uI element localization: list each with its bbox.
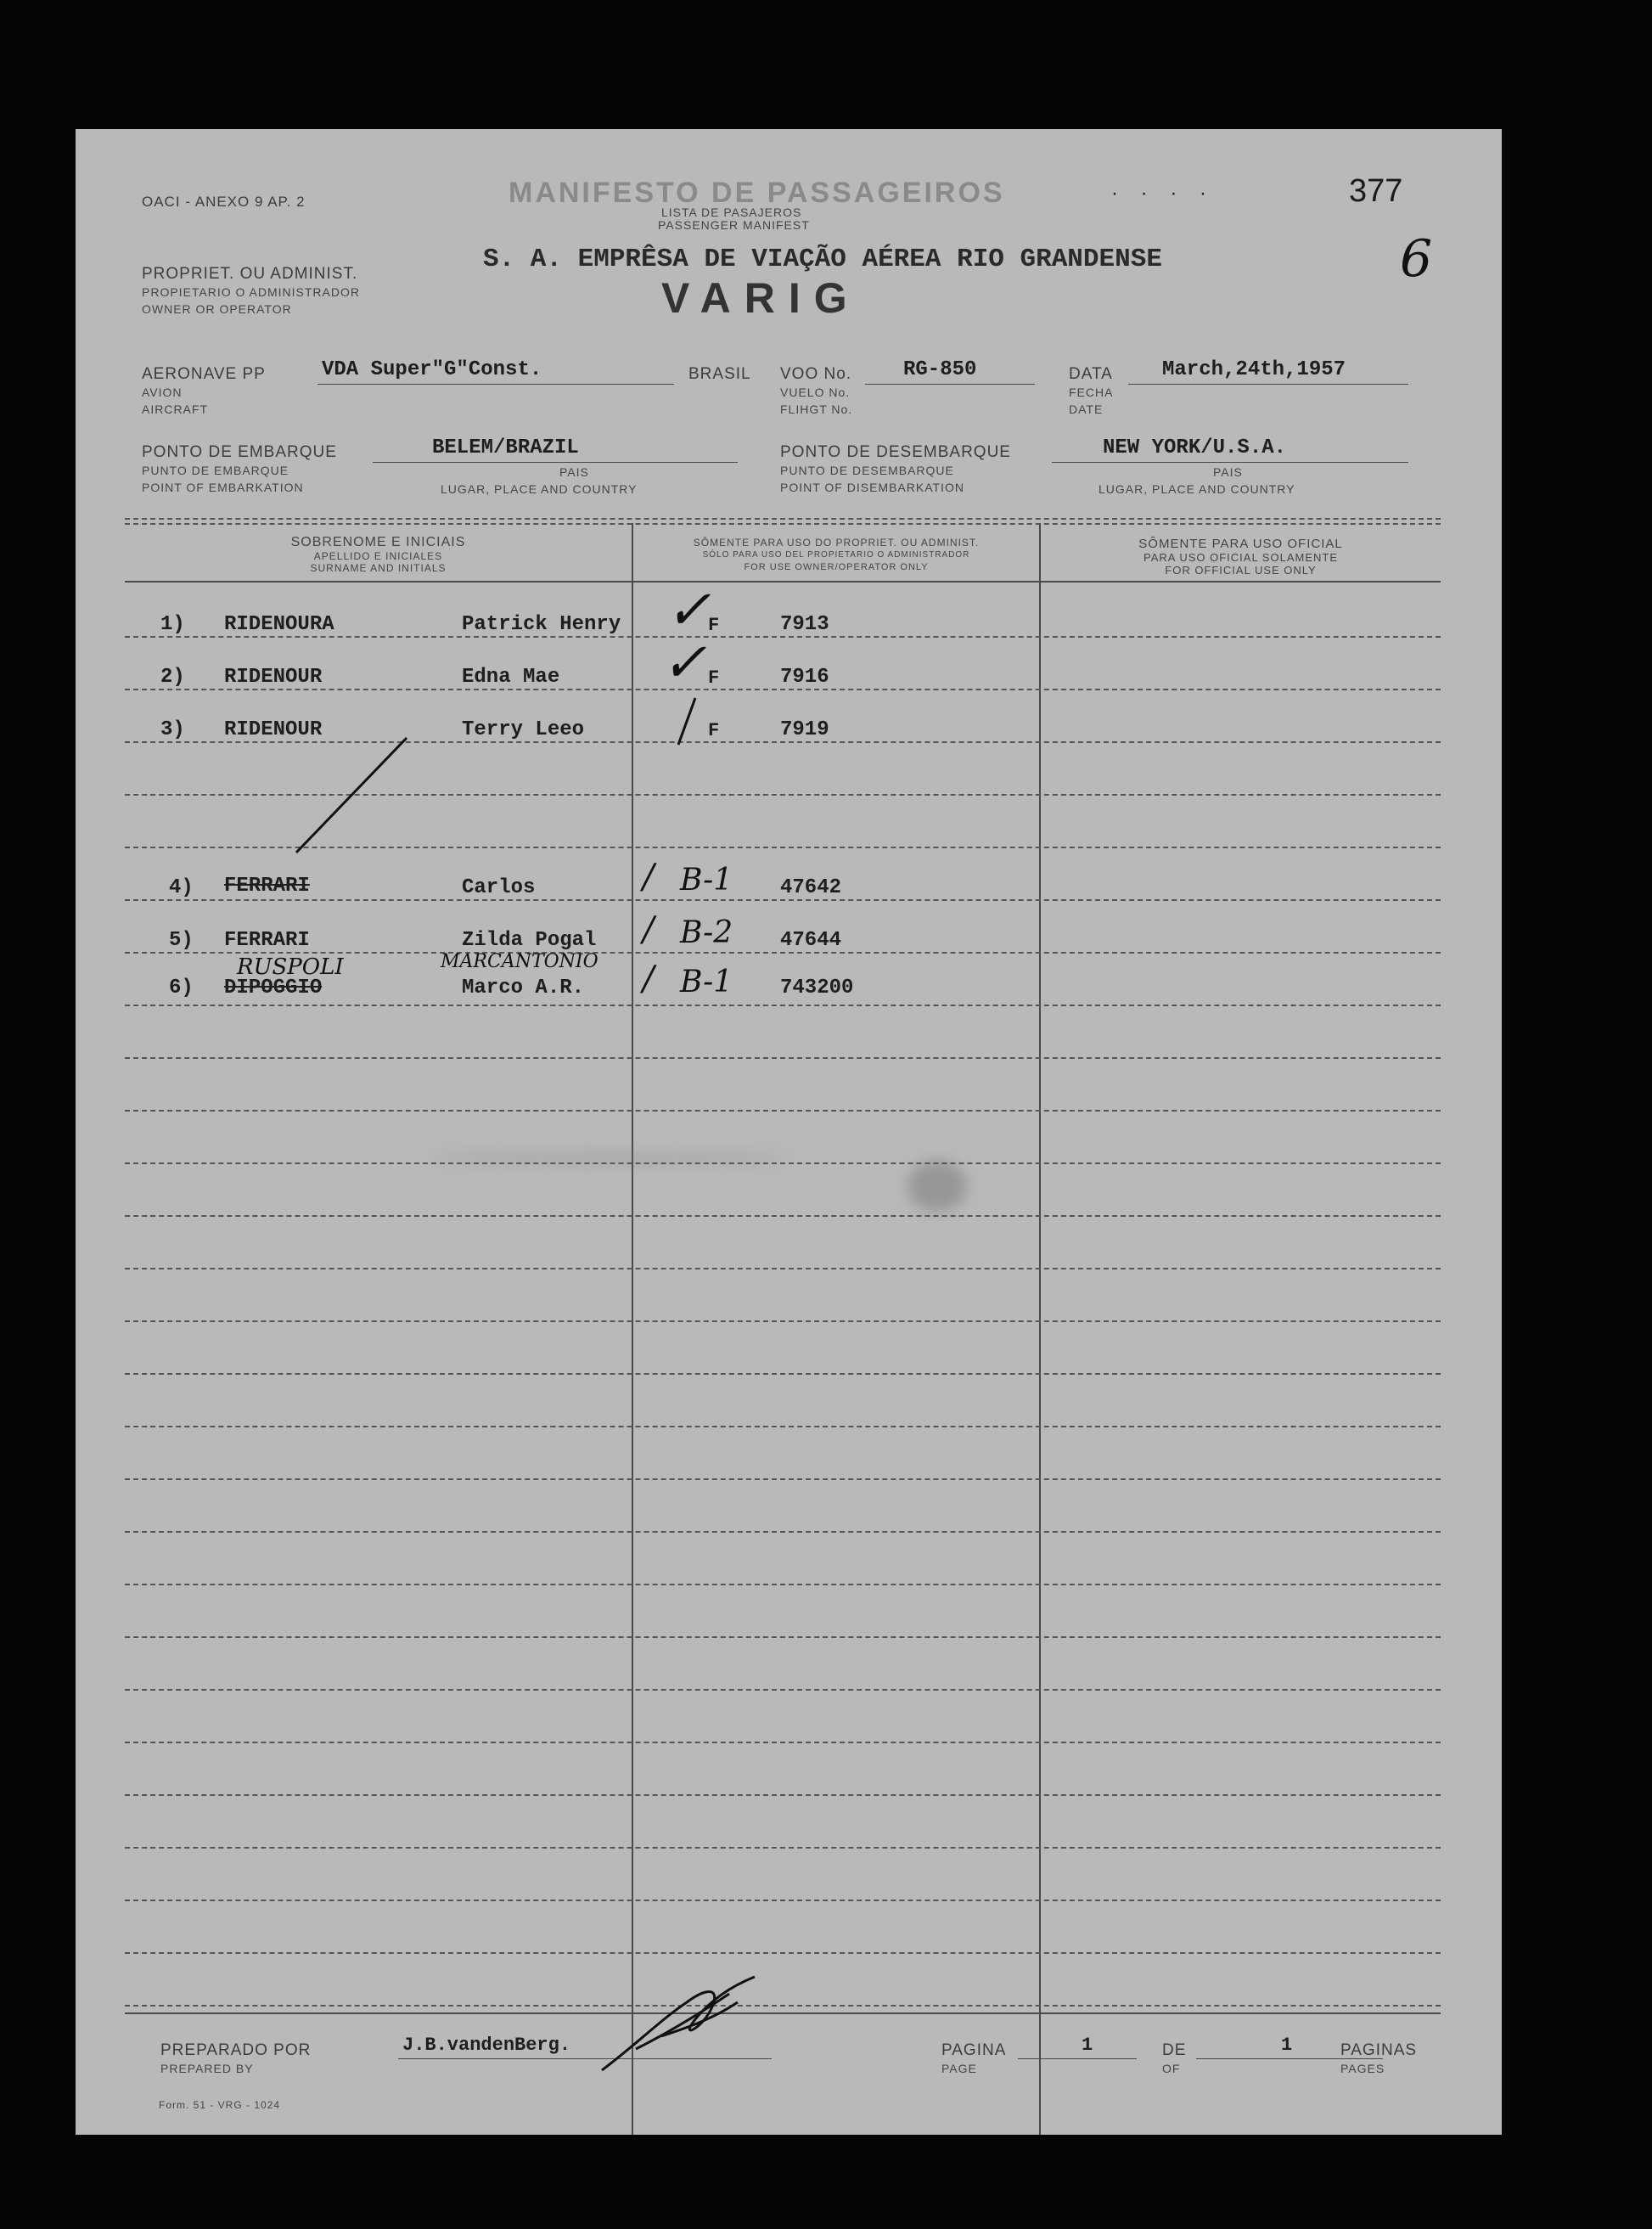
- check-tail-mark: [670, 694, 704, 796]
- passenger-ticket: 47642: [780, 876, 842, 899]
- col2-header-es: SÓLO PARA USO DEL PROPIETARIO O ADMINISTRADOR: [702, 550, 970, 560]
- disembark-label-es: PUNTO DE DESEMBARQUE: [780, 464, 954, 477]
- table-rule: [125, 636, 1441, 638]
- smudge: [432, 1152, 789, 1164]
- table-rule: [125, 1268, 1441, 1269]
- embark-label-en: POINT OF EMBARKATION: [142, 481, 304, 494]
- date-label-en: DATE: [1069, 402, 1104, 416]
- handwritten-number: 6: [1400, 229, 1433, 289]
- manifest-title: MANIFESTO DE PASSAGEIROS: [509, 177, 1005, 209]
- col3-header: SÔMENTE PARA USO OFICIAL: [1138, 537, 1343, 551]
- passenger-number: 3): [160, 718, 185, 741]
- prepared-label: PREPARADO POR: [160, 2041, 312, 2059]
- page-stamp-number: 377: [1349, 173, 1403, 209]
- footer-rule: [125, 2012, 1441, 2014]
- table-rule: [125, 1742, 1441, 1743]
- table-rule: [125, 1426, 1441, 1427]
- table-rule: [125, 1373, 1441, 1375]
- manifest-title-en: PASSENGER MANIFEST: [658, 218, 810, 232]
- disembark-value: NEW YORK/U.S.A.: [1103, 436, 1287, 459]
- table-rule: [125, 689, 1441, 690]
- passenger-code: F: [708, 667, 720, 689]
- date-underline: [1128, 384, 1408, 385]
- passenger-surname: RIDENOUR: [224, 666, 323, 689]
- company-name: S. A. EMPRÊSA DE VIAÇÃO AÉREA RIO GRANDENSE: [483, 245, 1162, 274]
- table-rule: [125, 1110, 1441, 1112]
- passenger-number: 1): [160, 613, 185, 636]
- passenger-surname: DIPOGGIO: [224, 977, 323, 999]
- flight-underline: [865, 384, 1035, 385]
- table-top-rule-2: [125, 523, 1441, 525]
- passenger-code: B-1: [680, 863, 733, 898]
- date-label: DATA: [1069, 365, 1113, 383]
- passenger-number: 2): [160, 666, 185, 689]
- passenger-surname: RIDENOUR: [224, 718, 323, 741]
- header-bottom-rule: [125, 581, 1441, 583]
- table-rule: [125, 1057, 1441, 1059]
- of-label: DE: [1162, 2041, 1187, 2059]
- embark-sub2: LUGAR, PLACE AND COUNTRY: [441, 482, 638, 496]
- pages-label: PAGINAS: [1340, 2041, 1418, 2059]
- col3-header-en: FOR OFFICIAL USE ONLY: [1165, 564, 1317, 577]
- disembark-label: PONTO DE DESEMBARQUE: [780, 443, 1011, 461]
- column-divider-1: [632, 523, 633, 2135]
- aircraft-value: VDA Super"G"Const.: [322, 358, 542, 381]
- embark-sub: PAIS: [559, 465, 589, 479]
- table-rule: [125, 1636, 1441, 1638]
- passenger-number: 6): [169, 977, 194, 999]
- passenger-surname: FERRARI: [224, 929, 310, 952]
- smudge: [907, 1161, 967, 1212]
- brand-name: VARIG: [661, 274, 861, 322]
- passenger-surname: RIDENOURA: [224, 613, 334, 636]
- col2-header: SÔMENTE PARA USO DO PROPRIET. OU ADMINIST.: [693, 537, 980, 549]
- passenger-ticket: 47644: [780, 929, 842, 952]
- passenger-code: F: [708, 615, 720, 636]
- passenger-ticket: 7916: [780, 666, 829, 689]
- flight-label: VOO No.: [780, 365, 852, 383]
- passenger-given-name: Terry Leeo: [462, 718, 585, 741]
- embark-value: BELEM/BRAZIL: [432, 436, 579, 459]
- embark-label: PONTO DE EMBARQUE: [142, 443, 337, 461]
- slash-mark: /: [643, 858, 655, 897]
- table-rule: [125, 1215, 1441, 1217]
- passenger-code: B-1: [680, 965, 733, 999]
- column-divider-2: [1039, 523, 1041, 2135]
- passenger-given-name: Patrick Henry: [462, 613, 621, 636]
- passenger-surname: FERRARI: [224, 875, 310, 898]
- table-rule: [125, 1005, 1441, 1006]
- slash-mark: /: [643, 910, 655, 949]
- flight-label-en: FLIHGT No.: [780, 402, 853, 416]
- passenger-given-name: Carlos: [462, 876, 536, 899]
- of-value: 1: [1281, 2035, 1293, 2056]
- check-mark: ✓: [661, 632, 707, 695]
- col1-header: SOBRENOME E INICIAIS: [290, 535, 466, 549]
- passenger-ticket: 7913: [780, 613, 829, 636]
- passenger-given-name: Edna Mae: [462, 666, 560, 689]
- disembark-label-en: POINT OF DISEMBARKATION: [780, 481, 964, 494]
- prepared-label-en: PREPARED BY: [160, 2062, 254, 2075]
- handwritten-given-name: MARCANTONIO: [441, 951, 598, 972]
- form-id: Form. 51 - VRG - 1024: [159, 2099, 281, 2111]
- col3-header-es: PARA USO OFICIAL SOLAMENTE: [1143, 551, 1338, 564]
- table-rule: [125, 1162, 1441, 1164]
- aircraft-label-en: AIRCRAFT: [142, 402, 208, 416]
- passenger-given-name: Marco A.R.: [462, 977, 585, 999]
- col1-header-en: SURNAME AND INITIALS: [310, 562, 447, 574]
- table-rule: [125, 1794, 1441, 1796]
- table-rule: [125, 2005, 1441, 2007]
- slash-mark: /: [643, 960, 655, 999]
- page-value: 1: [1082, 2035, 1093, 2056]
- table-rule: [125, 1900, 1441, 1901]
- operator-label-en: OWNER OR OPERATOR: [142, 302, 292, 316]
- pages-label-en: PAGES: [1340, 2062, 1385, 2075]
- blank-line-slash: [279, 734, 415, 861]
- embark-underline: [373, 462, 738, 463]
- table-rule: [125, 1952, 1441, 1954]
- aircraft-underline: [317, 384, 674, 385]
- col1-header-es: APELLIDO E INICIALES: [313, 550, 443, 562]
- annex-label: OACI - ANEXO 9 AP. 2: [142, 194, 306, 210]
- table-rule: [125, 1689, 1441, 1691]
- operator-label-es: PROPIETARIO O ADMINISTRADOR: [142, 285, 360, 299]
- date-value: March,24th,1957: [1162, 358, 1346, 381]
- disembark-underline: [1052, 462, 1408, 463]
- page-underline: [1018, 2058, 1137, 2059]
- disembark-sub2: LUGAR, PLACE AND COUNTRY: [1099, 482, 1295, 496]
- table-top-rule: [125, 518, 1441, 520]
- page-label-en: PAGE: [941, 2062, 977, 2075]
- table-rule: [125, 1478, 1441, 1480]
- table-rule: [125, 1584, 1441, 1585]
- brasil-label: BRASIL: [688, 365, 751, 383]
- manifest-title-es: LISTA DE PASAJEROS: [661, 205, 802, 219]
- flight-label-es: VUELO No.: [780, 386, 851, 399]
- manifest-sheet: [76, 129, 1502, 2135]
- page-label: PAGINA: [941, 2041, 1007, 2059]
- table-rule: [125, 1531, 1441, 1533]
- passenger-number: 4): [169, 876, 194, 899]
- passenger-code: F: [708, 720, 720, 741]
- disembark-sub: PAIS: [1213, 465, 1243, 479]
- signature: [585, 1968, 772, 2079]
- flight-value: RG-850: [903, 358, 977, 381]
- table-rule: [125, 899, 1441, 901]
- table-rule: [125, 1847, 1441, 1849]
- passenger-ticket: 743200: [780, 977, 854, 999]
- table-rule: [125, 1320, 1441, 1322]
- handwritten-surname: RUSPOLI: [237, 954, 344, 980]
- aircraft-label: AERONAVE PP: [142, 365, 266, 383]
- prepared-value: J.B.vandenBerg.: [402, 2035, 571, 2056]
- passenger-number: 5): [169, 929, 194, 952]
- embark-label-es: PUNTO DE EMBARQUE: [142, 464, 289, 477]
- of-label-en: OF: [1162, 2062, 1181, 2075]
- passenger-code: B-2: [680, 915, 733, 950]
- table-rule: [125, 952, 1441, 954]
- date-label-es: FECHA: [1069, 386, 1114, 399]
- check-mark: ✓: [666, 579, 711, 642]
- passenger-ticket: 7919: [780, 718, 829, 741]
- passenger-given-name: Zilda Pogal: [462, 929, 597, 952]
- col2-header-en: FOR USE OWNER/OPERATOR ONLY: [744, 562, 929, 572]
- aircraft-label-es: AVION: [142, 386, 183, 399]
- stamp-dots: · · · ·: [1111, 182, 1215, 205]
- operator-label: PROPRIET. OU ADMINIST.: [142, 265, 358, 283]
